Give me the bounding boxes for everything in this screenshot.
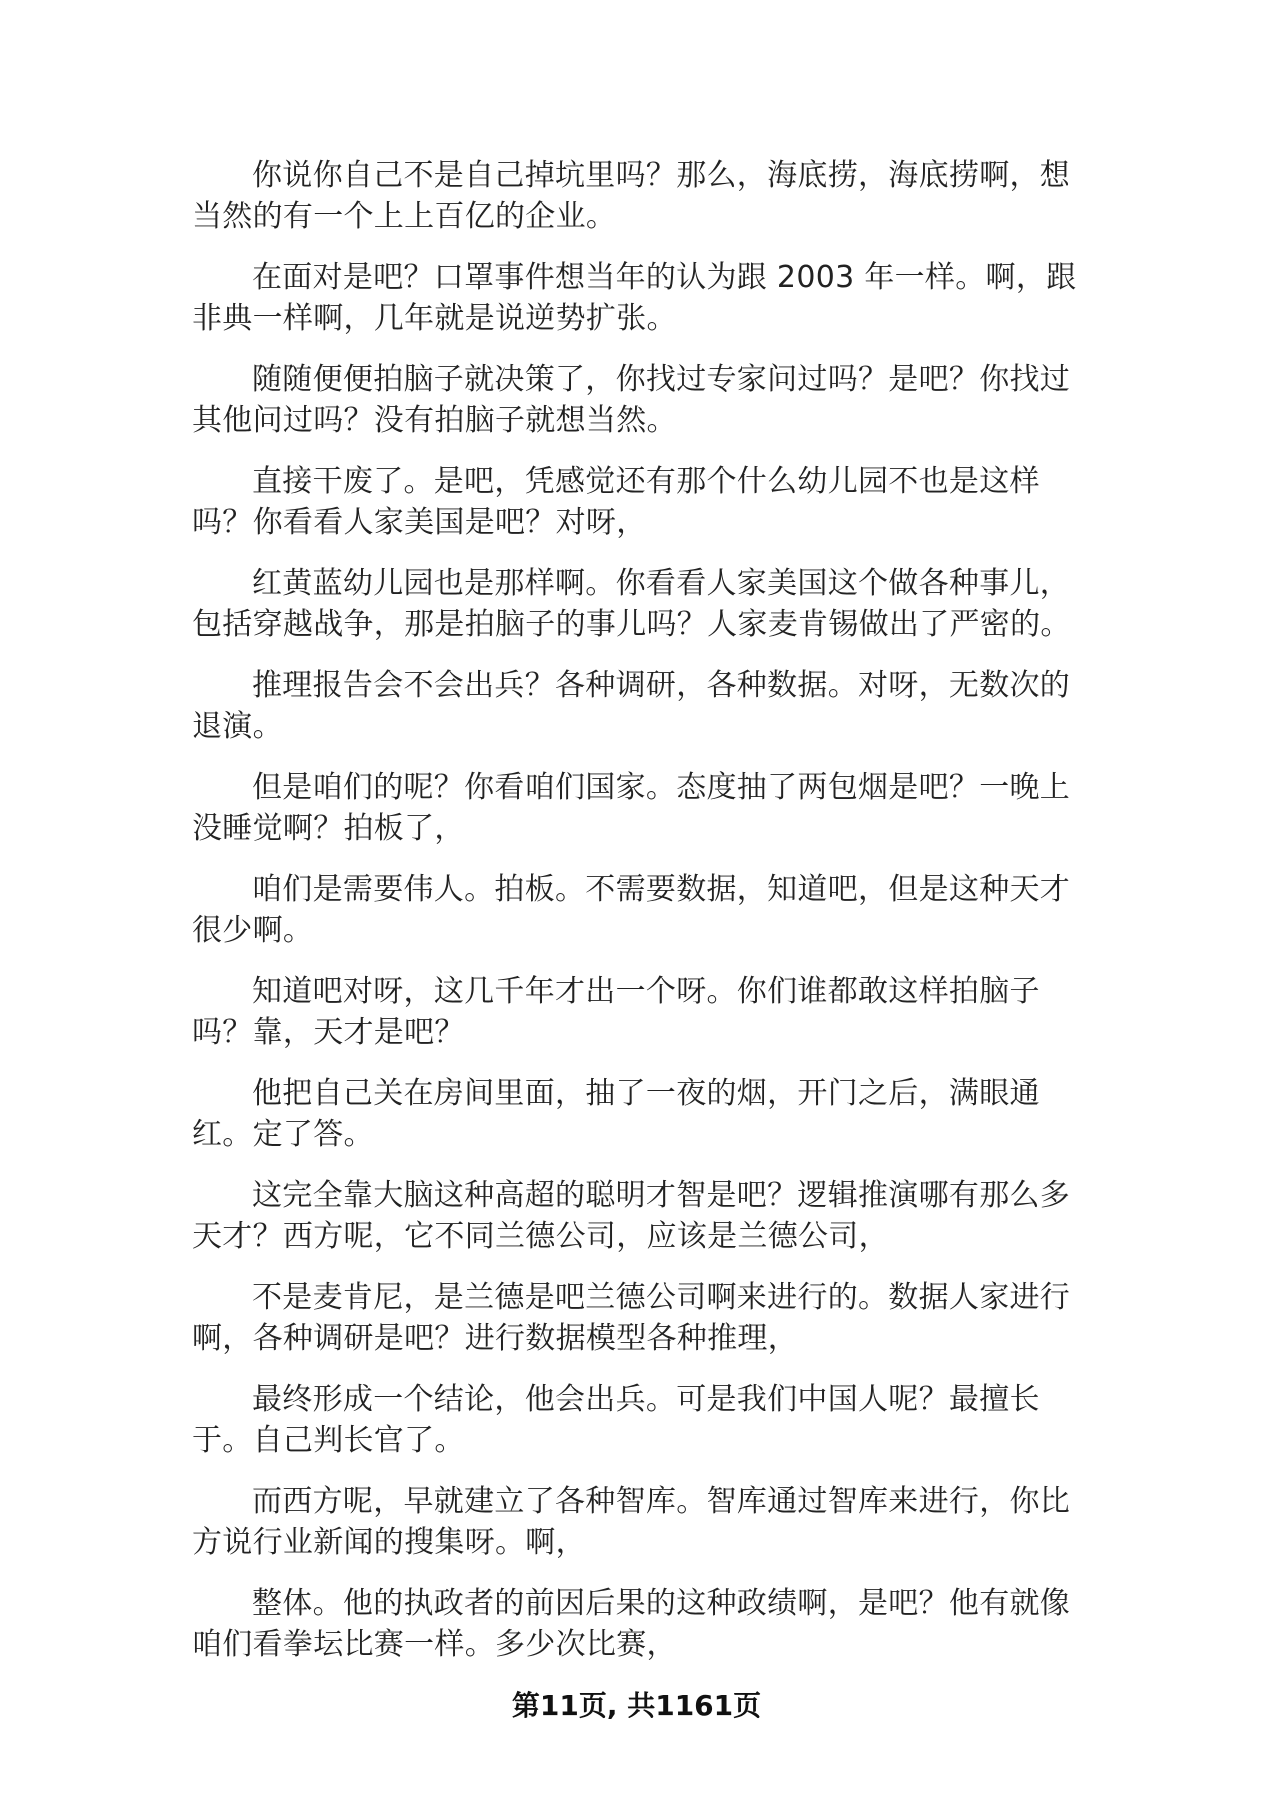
document-body (192, 155, 1082, 1685)
paragraph: 但是咱们的呢？你看咱们国家。态度抽了两包烟是吧？一晚上没睡觉啊？拍板了， (192, 770, 1071, 846)
paragraph: 整体。他的执政者的前因后果的这种政绩啊，是吧？他有就像咱们看拳坛比赛一样。多少次比赛， (192, 1586, 1071, 1662)
paragraph: 红黄蓝幼儿园也是那样啊。你看看人家美国这个做各种事儿，包括穿越战争，那是拍脑子的事儿吗？人家麦肯锡做出了严密的。 (192, 566, 1071, 642)
page-number-footer: 第11页, 共1161页 (511, 1689, 762, 1722)
paragraph: 随随便便拍脑子就决策了，你找过专家问过吗？是吧？你找过其他问过吗？没有拍脑子就想当然。 (192, 362, 1071, 438)
paragraph: 直接干废了。是吧，凭感觉还有那个什么幼儿园不也是这样吗？你看看人家美国是吧？对呀， (192, 464, 1040, 540)
paragraph: 在面对是吧？口罩事件想当年的认为跟 2003 年一样。啊，跟非典一样啊，几年就是说逆势扩张。 (192, 260, 1077, 336)
paragraph: 他把自己关在房间里面，抽了一夜的烟，开门之后，满眼通红。定了答。 (192, 1076, 1040, 1152)
paragraph: 这完全靠大脑这种高超的聪明才智是吧？逻辑推演哪有那么多天才？西方呢，它不同兰德公司，应该是兰德公司， (192, 1178, 1071, 1254)
paragraph: 咱们是需要伟人。拍板。不需要数据，知道吧，但是这种天才很少啊。 (192, 872, 1071, 948)
paragraph: 推理报告会不会出兵？各种调研，各种数据。对呀，无数次的退演。 (192, 668, 1071, 744)
paragraph: 你说你自己不是自己掉坑里吗？那么，海底捞，海底捞啊，想当然的有一个上上百亿的企业。 (192, 158, 1071, 234)
paragraph: 而西方呢，早就建立了各种智库。智库通过智库来进行，你比方说行业新闻的搜集呀。啊， (192, 1484, 1071, 1560)
paragraph: 知道吧对呀，这几千年才出一个呀。你们谁都敢这样拍脑子吗？靠，天才是吧？ (192, 974, 1040, 1050)
paragraph: 不是麦肯尼，是兰德是吧兰德公司啊来进行的。数据人家进行啊，各种调研是吧？进行数据模型各种推理， (192, 1280, 1071, 1356)
paragraph: 最终形成一个结论，他会出兵。可是我们中国人呢？最擅长于。自己判长官了。 (192, 1382, 1040, 1458)
